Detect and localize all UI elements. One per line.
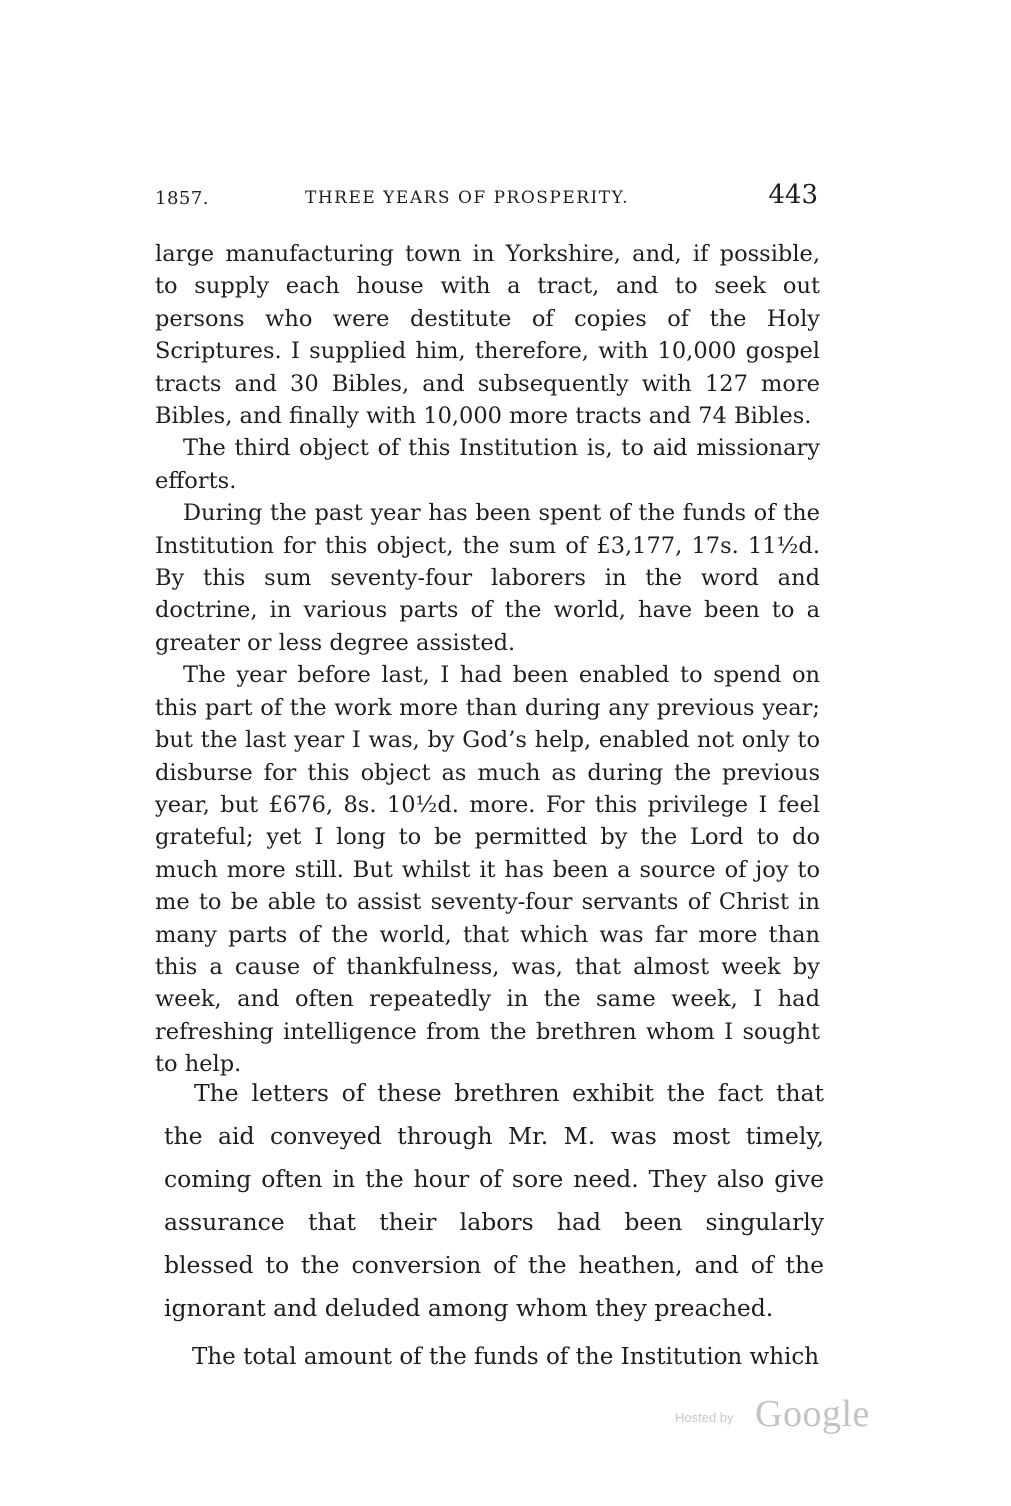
running-header bbox=[155, 180, 820, 220]
header-title: THREE YEARS OF PROSPERITY. bbox=[305, 188, 630, 208]
paragraph-letters: The letters of these brethren exhibit the fact that the aid conveyed through Mr. M. was most timely, coming often in the hour of sore need. They also give assurance that their labors had been singularly blessed to the conversion of the heathen, and of the ignorant and deluded among whom they preached. bbox=[164, 1079, 824, 1322]
paragraph-funds-spent: During the past year has been spent of the funds of the Institution for this object, the sum of £3,177, 17s. 11½d. By this sum seventy-four laborers in the word and doctrine, in various parts of the world, have been to a greater or less degree assisted. bbox=[155, 500, 820, 656]
paragraph-continuation: large manufacturing town in Yorkshire, and, if possible, to supply each house with a tract, and to seek out persons who were destitute of copies of the Holy Scriptures. I supplied him, therefore, with 10,000 gospel tracts and 30 Bibles, and subsequently with 127 more Bibles, and finally with 10,000 more tracts and 74 Bibles. bbox=[155, 241, 820, 430]
paragraph-third-object: The third object of this Institution is, to aid missionary efforts. bbox=[155, 435, 820, 494]
paragraph-total-amount: The total amount of the funds of the Institution which bbox=[192, 1344, 820, 1370]
report-text bbox=[155, 238, 820, 1081]
hosted-by-label: Hosted by bbox=[675, 1410, 734, 1425]
page-number: 443 bbox=[768, 180, 818, 210]
closing-text bbox=[164, 1340, 824, 1374]
paragraph-year-before-last: The year before last, I had been enabled to spend on this part of the work more than during any previous year; but the last year I was, by God’s help, enabled not only to disburse for this object as much as during the previous year, but £676, 8s. 10½d. more. For this privilege I feel grateful; yet I long to be permitted by the Lord to do much more still. But whilst it has been a source of joy to me to be able to assist seventy-four servants of Christ in many parts of the world, that which was far more than this a cause of thankfulness, was, that almost week by week, and often repeatedly in the same week, I had refreshing intelligence from the brethren whom I sought to help. bbox=[155, 662, 820, 1078]
header-year: 1857. bbox=[155, 188, 210, 209]
commentary-text bbox=[164, 1072, 824, 1330]
google-logo: Google bbox=[755, 1393, 870, 1435]
